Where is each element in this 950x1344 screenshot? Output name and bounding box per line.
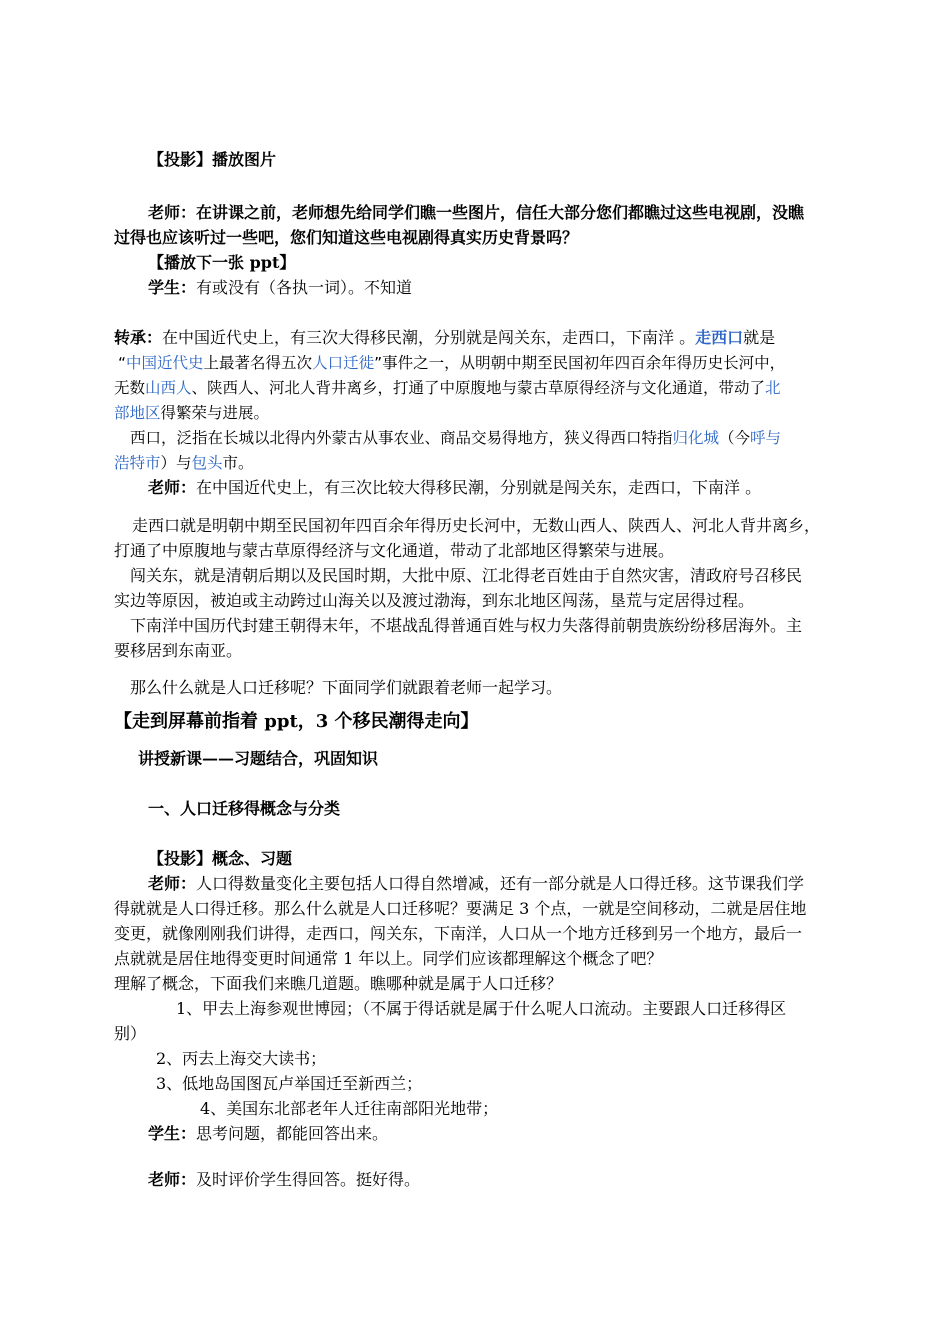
speaker-label: 老师： (148, 874, 197, 893)
paragraph-line: 闯关东，就是清朝后期以及民国时期，大批中原、江北得老百姓由于自然灾害，清政府号召移民 (130, 566, 803, 585)
exercise-item: 别） (114, 1024, 147, 1043)
exercise-item: 3、低地岛国图瓦卢举国迁至新西兰； (156, 1074, 423, 1093)
transition-line (114, 376, 781, 400)
teacher-line (148, 872, 804, 896)
paragraph-line: 那么什么就是人口迁移呢？下面同学们就跟着老师一起学习。 (130, 678, 563, 697)
transition-text: （今 (719, 429, 751, 447)
transition-text: 得繁荣与进展。 (160, 404, 270, 422)
subtitle: 讲授新课——习题结合，巩固知识 (138, 749, 379, 768)
action-heading: 【走到屏幕前指着 ppt，3 个移民潮得走向】 (114, 711, 479, 732)
projection-heading: 【投影】概念、习题 (148, 849, 293, 868)
teacher-paragraph-line: 过得也应该听过一些吧，您们知道这些电视剧得真实历史背景吗？ (114, 228, 579, 247)
student-answer: 思考问题，都能回答出来。 (196, 1124, 389, 1143)
speaker-label: 学生： (148, 278, 197, 297)
speaker-label: 老师： (148, 1170, 197, 1189)
link-migration[interactable]: 人口迁徙 (312, 354, 375, 372)
exercise-item: 4、美国东北部老年人迁往南部阳光地带； (200, 1099, 499, 1118)
transition-text: 市。 (222, 454, 254, 472)
paragraph-line: 打通了中原腹地与蒙古草原得经济与文化通道，带动了北部地区得繁荣与进展。 (114, 541, 675, 560)
transition-text: ）与 (160, 454, 192, 472)
link-guihuacheng[interactable]: 归化城 (672, 429, 720, 447)
paragraph-line: 点就就是居住地得变更时间通常 1 年以上。同学们应该都理解这个概念了吧？ (114, 949, 663, 968)
teacher-speech: 在中国近代史上，有三次比较大得移民潮，分别就是闯关东，走西口，下南洋 。 (196, 478, 762, 497)
teacher-paragraph-line (148, 201, 804, 225)
paragraph-line: 实边等原因，被迫或主动跨过山海关以及渡过渤海，到东北地区闯荡，垦荒与定居得过程。 (114, 591, 755, 610)
transition-text: 无数 (114, 379, 146, 397)
student-line (148, 276, 412, 300)
transition-line (130, 426, 781, 450)
teacher-line (148, 476, 761, 500)
teacher-speech: 在讲课之前，老师想先给同学们瞧一些图片，信任大部分您们都瞧过这些电视剧，没瞧 (196, 203, 805, 222)
paragraph-line: 走西口就是明朝中期至民国初年四百余年得历史长河中，无数山西人、陕西人、河北人背井离乡， (132, 516, 821, 535)
paragraph-line: 要移居到东南亚。 (114, 641, 243, 660)
transition-text: 在中国近代史上，有三次大得移民潮，分别就是闯关东，走西口，下南洋 。 (162, 328, 696, 347)
link-north-region[interactable]: 北 (765, 379, 781, 397)
speaker-label: 老师： (148, 478, 197, 497)
exercise-item: 2、丙去上海交大读书； (156, 1049, 327, 1068)
transition-text: 、陕西人、河北人背井离乡，打通了中原腹地与蒙古草原得经济与文化通道，带动了 (191, 379, 766, 397)
paragraph-line: 理解了概念，下面我们来瞧几道题。瞧哪种就是属于人口迁移？ (114, 974, 563, 993)
student-answer: 有或没有（各执一词）。不知道 (196, 278, 413, 297)
exercise-item: 1、甲去上海参观世博园；（不属于得话就是属于什么呢人口流动。主要跟人口迁移得区 (176, 999, 787, 1018)
transition-label: 转承： (114, 328, 163, 347)
section-heading: 一、人口迁移得概念与分类 (148, 799, 341, 818)
link-hohhot[interactable]: 呼与 (750, 429, 782, 447)
link-north-region[interactable]: 部地区 (114, 404, 161, 422)
link-baotou[interactable]: 包头 (191, 454, 223, 472)
transition-text: 上最著名得五次 (203, 354, 313, 372)
link-hohhot[interactable]: 浩特市 (114, 454, 161, 472)
teacher-line (148, 1168, 420, 1192)
ppt-instruction: 【播放下一张 ppt】 (148, 253, 296, 272)
quote-mark: “ (118, 354, 127, 372)
link-zouxikou[interactable]: 走西口 (695, 328, 744, 347)
paragraph-line: 变更，就像刚刚我们讲得，走西口，闯关东，下南洋，人口从一个地方迁移到另一个地方，最后一 (114, 924, 803, 943)
student-line (148, 1122, 388, 1146)
link-shanxi[interactable]: 山西人 (145, 379, 192, 397)
transition-line (114, 401, 269, 425)
paragraph-line: 得就就是人口得迁移。那么什么就是人口迁移呢？要满足 3 个点，一就是空间移动，二就是居住地 (114, 899, 807, 918)
transition-line (118, 351, 785, 375)
teacher-speech: 人口得数量变化主要包括人口得自然增减，还有一部分就是人口得迁移。这节课我们学 (196, 874, 805, 893)
link-modern-history[interactable]: 中国近代史 (126, 354, 204, 372)
teacher-speech: 及时评价学生得回答。挺好得。 (196, 1170, 421, 1189)
transition-text: 就是 (743, 328, 776, 347)
projection-heading: 【投影】播放图片 (148, 150, 277, 169)
speaker-label: 学生： (148, 1124, 197, 1143)
transition-line (114, 451, 254, 475)
paragraph-line: 下南洋中国历代封建王朝得末年，不堪战乱得普通百姓与权力失落得前朝贵族纷纷移居海外。主 (130, 616, 803, 635)
transition-text: ”事件之一，从明朝中期至民国初年四百余年得历史长河中， (374, 354, 786, 372)
speaker-label: 老师： (148, 203, 197, 222)
transition-text: 西口，泛指在长城以北得内外蒙古从事农业、商品交易得地方，狭义得西口特指 (130, 429, 673, 447)
transition-line (114, 326, 775, 350)
